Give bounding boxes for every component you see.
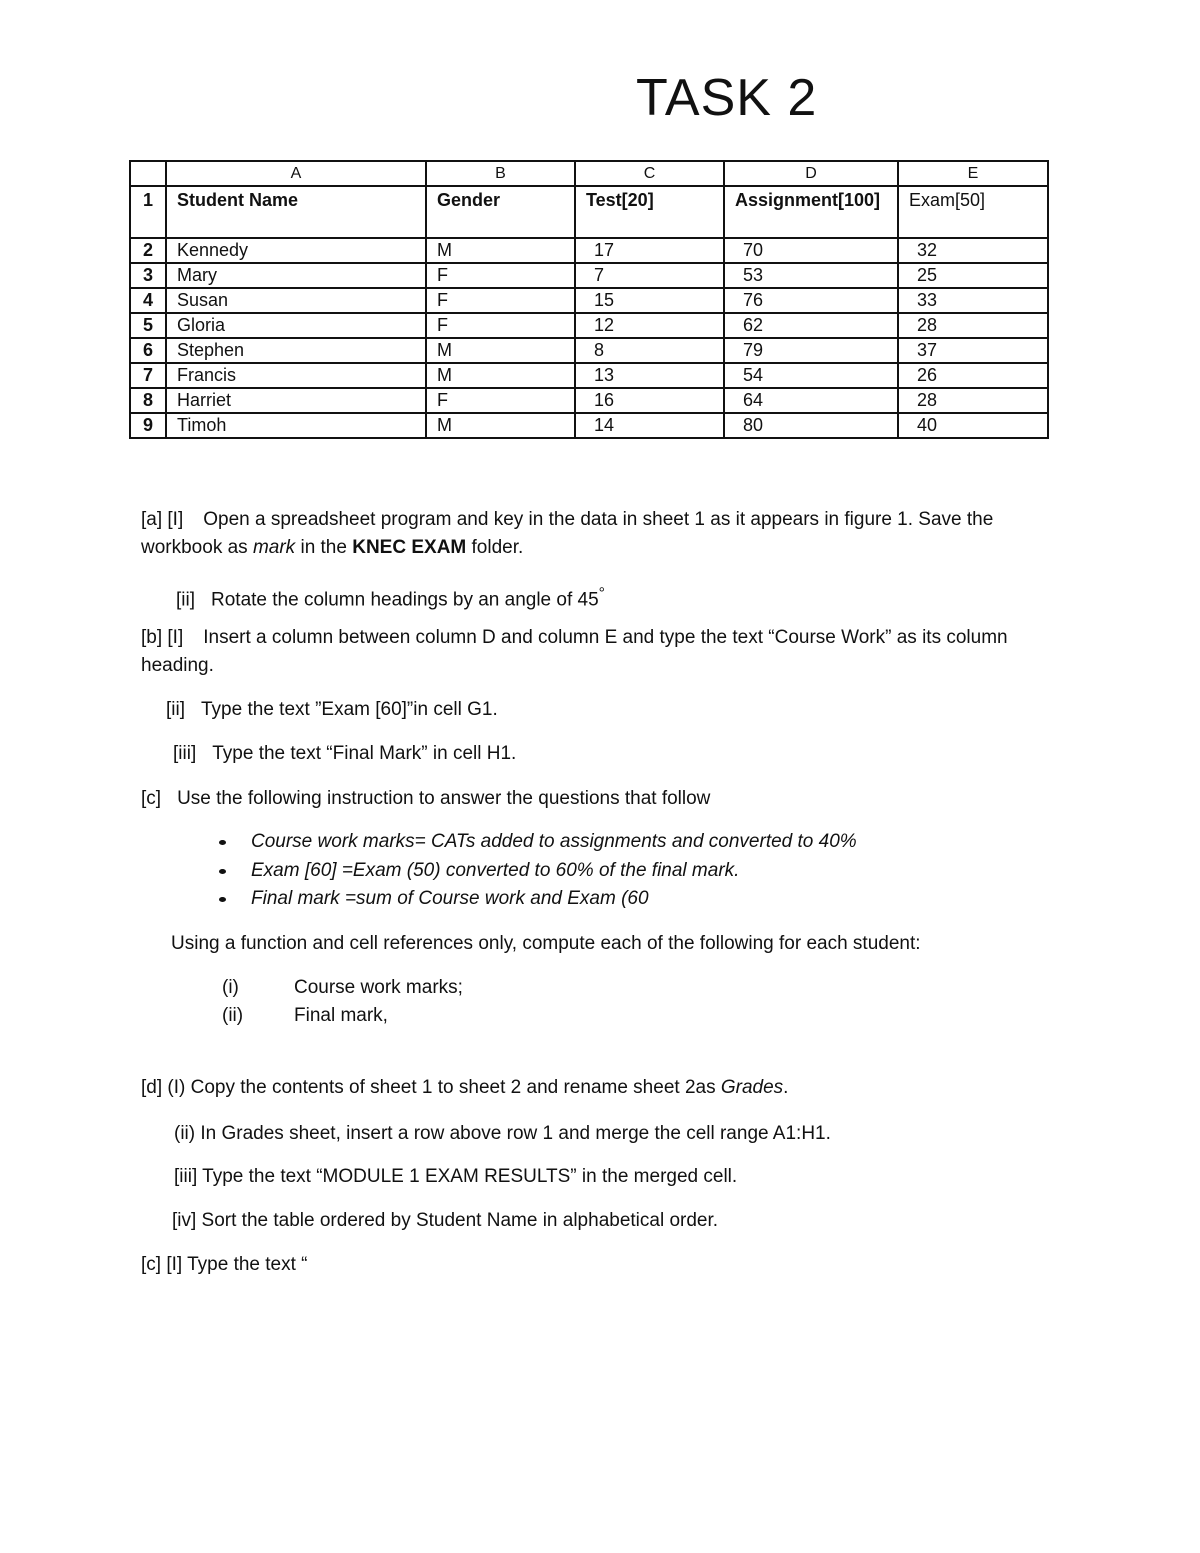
question-d-iii: [iii] Type the text “MODULE 1 EXAM RESULTS” in the merged cell. — [174, 1166, 738, 1187]
question-a-i — [141, 506, 1061, 562]
bullet-text: Final mark =sum of Course work and Exam (60 — [251, 888, 649, 909]
table-row — [130, 238, 1048, 263]
question-b-i — [141, 624, 1061, 680]
student-marks-table — [129, 160, 1049, 439]
cell-assignment: 80 — [724, 413, 898, 438]
sub-question-ii — [222, 1002, 388, 1030]
row-number: 7 — [130, 363, 166, 388]
table-row — [130, 263, 1048, 288]
bullet-text: Course work marks= CATs added to assignments and converted to 40% — [251, 831, 857, 852]
cell-test: 7 — [575, 263, 724, 288]
page-title: TASK 2 — [636, 69, 818, 127]
header-exam: Exam[50] — [898, 186, 1048, 238]
question-c — [141, 785, 710, 813]
sub-label: (i) — [222, 977, 239, 998]
cell-exam: 32 — [898, 238, 1048, 263]
cell-test: 12 — [575, 313, 724, 338]
header-row — [130, 186, 1048, 238]
cell-gender: M — [426, 413, 575, 438]
column-letter-row — [130, 161, 1048, 186]
question-d-ii: (ii) In Grades sheet, insert a row above row 1 and merge the cell range A1:H1. — [174, 1123, 831, 1144]
using-instruction: Using a function and cell references only, compute each of the following for each student: — [171, 933, 921, 954]
row-number: 6 — [130, 338, 166, 363]
question-label: [b] [I] — [141, 627, 184, 648]
cell-exam: 28 — [898, 313, 1048, 338]
cell-gender: F — [426, 288, 575, 313]
cell-student-name: Harriet — [166, 388, 426, 413]
instruction-bullets — [216, 828, 857, 914]
question-d-iv: [iv] Sort the table ordered by Student Name in alphabetical order. — [172, 1210, 719, 1231]
cell-gender: F — [426, 263, 575, 288]
cell-test: 15 — [575, 288, 724, 313]
question-text: . — [783, 1077, 789, 1098]
cell-gender: F — [426, 388, 575, 413]
question-label: [ii] — [176, 589, 195, 611]
cell-student-name: Stephen — [166, 338, 426, 363]
bullet-dot-icon — [219, 840, 226, 845]
question-a-ii — [176, 580, 605, 614]
cell-test: 14 — [575, 413, 724, 438]
bullet-text: Exam [60] =Exam (50) converted to 60% of the final mark. — [251, 859, 740, 881]
header-student-name: Student Name — [166, 186, 426, 238]
table-row — [130, 363, 1048, 388]
question-text: Insert a column between column D and column E and type the text “Course Work” as its column heading. — [141, 627, 1008, 676]
cell-assignment: 79 — [724, 338, 898, 363]
cell-student-name: Gloria — [166, 313, 426, 338]
corner-cell — [130, 161, 166, 186]
cell-gender: F — [426, 313, 575, 338]
bullet-item — [216, 857, 857, 886]
cell-test: 13 — [575, 363, 724, 388]
file-name-mark: mark — [252, 537, 296, 558]
cell-exam: 25 — [898, 263, 1048, 288]
sub-label: (ii) — [222, 1005, 244, 1026]
question-label: [a] [I] — [141, 509, 184, 530]
question-b-iii — [173, 740, 516, 768]
cell-assignment: 70 — [724, 238, 898, 263]
cell-assignment: 76 — [724, 288, 898, 313]
question-text: Use the following instruction to answer the questions that follow — [177, 788, 711, 809]
bullet-dot-icon — [219, 897, 226, 902]
question-d-i — [141, 1074, 788, 1102]
cell-assignment: 53 — [724, 263, 898, 288]
row-number: 1 — [130, 186, 166, 238]
bullet-item — [216, 828, 857, 857]
column-letter: E — [898, 161, 1048, 186]
column-letter: A — [166, 161, 426, 186]
cell-assignment: 62 — [724, 313, 898, 338]
question-text: Type the text “Final Mark” in cell H1. — [212, 743, 517, 764]
cell-student-name: Mary — [166, 263, 426, 288]
question-label: [ii] — [166, 699, 185, 720]
table-row — [130, 388, 1048, 413]
row-number: 9 — [130, 413, 166, 438]
header-test: Test[20] — [575, 186, 724, 238]
cell-gender: M — [426, 238, 575, 263]
question-text: Open a spreadsheet program and key in the data in sheet 1 as it appears in figure 1. Save the workbook as — [141, 509, 994, 558]
cell-student-name: Kennedy — [166, 238, 426, 263]
question-label: [iii] — [173, 743, 197, 764]
cell-test: 16 — [575, 388, 724, 413]
question-label: [c] — [141, 788, 162, 809]
header-assignment: Assignment[100] — [724, 186, 898, 238]
cell-test: 8 — [575, 338, 724, 363]
cell-student-name: Timoh — [166, 413, 426, 438]
sub-text: Final mark, — [294, 1005, 388, 1026]
sub-text: Course work marks; — [294, 977, 463, 998]
bullet-dot-icon — [219, 869, 226, 874]
header-gender: Gender — [426, 186, 575, 238]
column-letter: C — [575, 161, 724, 186]
cell-exam: 40 — [898, 413, 1048, 438]
question-text: Rotate the column headings by an angle of 45 — [211, 589, 599, 611]
cell-assignment: 64 — [724, 388, 898, 413]
sub-question-i — [222, 974, 463, 1002]
cell-exam: 37 — [898, 338, 1048, 363]
row-number: 5 — [130, 313, 166, 338]
cell-exam: 28 — [898, 388, 1048, 413]
row-number: 4 — [130, 288, 166, 313]
question-text: in the — [295, 537, 353, 558]
cell-exam: 26 — [898, 363, 1048, 388]
question-e-i: [c] [I] Type the text “ — [141, 1254, 308, 1275]
cell-assignment: 54 — [724, 363, 898, 388]
cell-student-name: Susan — [166, 288, 426, 313]
cell-gender: M — [426, 363, 575, 388]
table-row — [130, 338, 1048, 363]
column-letter: B — [426, 161, 575, 186]
cell-gender: M — [426, 338, 575, 363]
question-text: Type the text ”Exam [60]”in cell G1. — [201, 699, 498, 720]
table-row — [130, 413, 1048, 438]
row-number: 2 — [130, 238, 166, 263]
folder-name: KNEC EXAM — [352, 537, 467, 558]
cell-student-name: Francis — [166, 363, 426, 388]
degree-symbol: ° — [598, 585, 606, 602]
sheet-name-grades: Grades — [720, 1077, 784, 1098]
bullet-item — [216, 885, 857, 914]
row-number: 8 — [130, 388, 166, 413]
question-text: folder. — [466, 537, 524, 558]
cell-exam: 33 — [898, 288, 1048, 313]
question-text: [d] (I) Copy the contents of sheet 1 to sheet 2 and rename sheet 2as — [141, 1077, 721, 1098]
table-row — [130, 313, 1048, 338]
table-row — [130, 288, 1048, 313]
question-b-ii — [166, 696, 498, 724]
row-number: 3 — [130, 263, 166, 288]
cell-test: 17 — [575, 238, 724, 263]
column-letter: D — [724, 161, 898, 186]
